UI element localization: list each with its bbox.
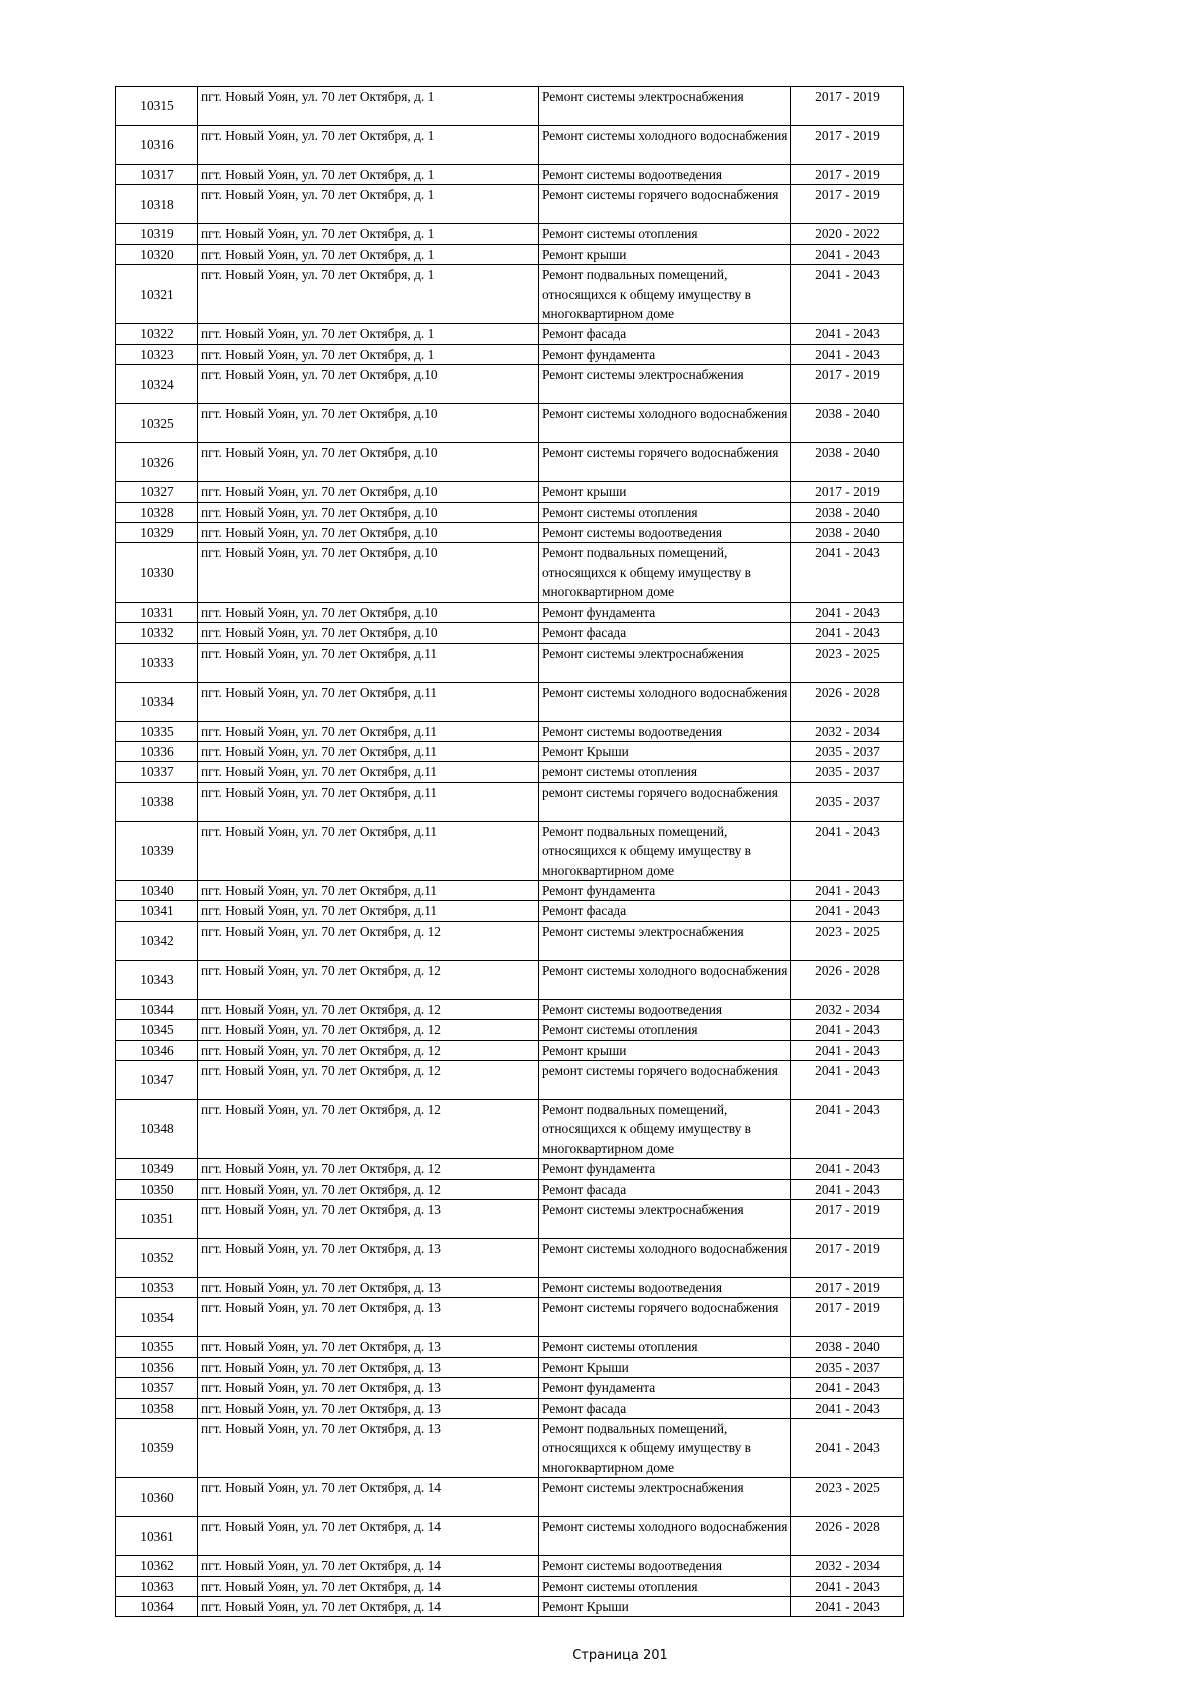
row-number: 10349 [116, 1159, 198, 1179]
row-address: пгт. Новый Уоян, ул. 70 лет Октября, д. 13 [198, 1200, 539, 1239]
row-period: 2041 - 2043 [791, 324, 904, 344]
table-row [116, 244, 904, 264]
row-period: 2041 - 2043 [791, 1040, 904, 1060]
row-period: 2041 - 2043 [791, 880, 904, 900]
row-period: 2038 - 2040 [791, 502, 904, 522]
row-work-type: Ремонт системы электроснабжения [539, 87, 791, 126]
row-address: пгт. Новый Уоян, ул. 70 лет Октября, д. 13 [198, 1278, 539, 1298]
row-period: 2032 - 2034 [791, 1556, 904, 1576]
row-address: пгт. Новый Уоян, ул. 70 лет Октября, д. 1 [198, 185, 539, 224]
table-row [116, 880, 904, 900]
row-address: пгт. Новый Уоян, ул. 70 лет Октября, д.10 [198, 602, 539, 622]
row-address: пгт. Новый Уоян, ул. 70 лет Октября, д. 13 [198, 1337, 539, 1357]
row-address: пгт. Новый Уоян, ул. 70 лет Октября, д.10 [198, 543, 539, 602]
row-address: пгт. Новый Уоян, ул. 70 лет Октября, д. 14 [198, 1597, 539, 1617]
row-address: пгт. Новый Уоян, ул. 70 лет Октября, д.10 [198, 482, 539, 502]
row-address: пгт. Новый Уоян, ул. 70 лет Октября, д. 1 [198, 165, 539, 185]
row-address: пгт. Новый Уоян, ул. 70 лет Октября, д. 14 [198, 1556, 539, 1576]
row-address: пгт. Новый Уоян, ул. 70 лет Октября, д.11 [198, 762, 539, 782]
row-number: 10351 [116, 1200, 198, 1239]
row-work-type: Ремонт системы отопления [539, 1576, 791, 1596]
row-number: 10332 [116, 623, 198, 643]
row-work-type: Ремонт системы водоотведения [539, 1556, 791, 1576]
row-address: пгт. Новый Уоян, ул. 70 лет Октября, д.11 [198, 643, 539, 682]
row-address: пгт. Новый Уоян, ул. 70 лет Октября, д.11 [198, 821, 539, 880]
row-work-type: Ремонт системы водоотведения [539, 1278, 791, 1298]
row-number: 10322 [116, 324, 198, 344]
repair-schedule-table [115, 86, 904, 1617]
row-period: 2038 - 2040 [791, 523, 904, 543]
row-period: 2038 - 2040 [791, 1337, 904, 1357]
row-number: 10316 [116, 126, 198, 165]
row-number: 10326 [116, 443, 198, 482]
row-work-type: Ремонт подвальных помещений, относящихся к общему имуществу в многоквартирном доме [539, 821, 791, 880]
row-number: 10329 [116, 523, 198, 543]
row-work-type: Ремонт подвальных помещений, относящихся к общему имуществу в многоквартирном доме [539, 1419, 791, 1478]
table-row [116, 443, 904, 482]
row-number: 10345 [116, 1020, 198, 1040]
row-address: пгт. Новый Уоян, ул. 70 лет Октября, д. 1 [198, 244, 539, 264]
table-row [116, 623, 904, 643]
row-work-type: ремонт системы отопления [539, 762, 791, 782]
row-work-type: Ремонт системы электроснабжения [539, 365, 791, 404]
table-row [116, 1597, 904, 1617]
row-period: 2023 - 2025 [791, 921, 904, 960]
row-number: 10343 [116, 960, 198, 999]
table-row [116, 1576, 904, 1596]
row-address: пгт. Новый Уоян, ул. 70 лет Октября, д. 12 [198, 1040, 539, 1060]
row-work-type: Ремонт системы горячего водоснабжения [539, 185, 791, 224]
row-number: 10359 [116, 1419, 198, 1478]
page-footer: Страница 201 [572, 1648, 668, 1663]
row-address: пгт. Новый Уоян, ул. 70 лет Октября, д.10 [198, 623, 539, 643]
row-number: 10338 [116, 782, 198, 821]
row-number: 10362 [116, 1556, 198, 1576]
row-work-type: Ремонт фасада [539, 1179, 791, 1199]
row-address: пгт. Новый Уоян, ул. 70 лет Октября, д.11 [198, 741, 539, 761]
row-address: пгт. Новый Уоян, ул. 70 лет Октября, д.11 [198, 880, 539, 900]
row-number: 10363 [116, 1576, 198, 1596]
row-period: 2041 - 2043 [791, 265, 904, 324]
row-number: 10336 [116, 741, 198, 761]
row-period: 2038 - 2040 [791, 404, 904, 443]
table-row [116, 482, 904, 502]
row-address: пгт. Новый Уоян, ул. 70 лет Октября, д.10 [198, 523, 539, 543]
row-number: 10357 [116, 1378, 198, 1398]
table-row [116, 1200, 904, 1239]
row-work-type: Ремонт системы горячего водоснабжения [539, 1298, 791, 1337]
row-period: 2041 - 2043 [791, 1576, 904, 1596]
table-row [116, 821, 904, 880]
row-address: пгт. Новый Уоян, ул. 70 лет Октября, д.10 [198, 443, 539, 482]
row-period: 2041 - 2043 [791, 1419, 904, 1478]
row-number: 10330 [116, 543, 198, 602]
row-work-type: Ремонт крыши [539, 1040, 791, 1060]
row-period: 2041 - 2043 [791, 1099, 904, 1158]
table-body [116, 87, 904, 1617]
row-work-type: Ремонт системы электроснабжения [539, 643, 791, 682]
row-period: 2035 - 2037 [791, 782, 904, 821]
row-address: пгт. Новый Уоян, ул. 70 лет Октября, д. 12 [198, 1159, 539, 1179]
row-period: 2041 - 2043 [791, 1597, 904, 1617]
table-row [116, 1239, 904, 1278]
row-work-type: Ремонт системы холодного водоснабжения [539, 404, 791, 443]
row-work-type: Ремонт системы водоотведения [539, 165, 791, 185]
row-number: 10327 [116, 482, 198, 502]
row-work-type: Ремонт системы отопления [539, 1020, 791, 1040]
table-row [116, 523, 904, 543]
table-row [116, 1060, 904, 1099]
row-address: пгт. Новый Уоян, ул. 70 лет Октября, д. 12 [198, 999, 539, 1019]
row-number: 10315 [116, 87, 198, 126]
row-work-type: Ремонт фундамента [539, 880, 791, 900]
row-period: 2017 - 2019 [791, 165, 904, 185]
table-row [116, 502, 904, 522]
row-work-type: Ремонт Крыши [539, 741, 791, 761]
row-work-type: Ремонт системы водоотведения [539, 999, 791, 1019]
row-number: 10320 [116, 244, 198, 264]
row-period: 2041 - 2043 [791, 1159, 904, 1179]
row-address: пгт. Новый Уоян, ул. 70 лет Октября, д. 1 [198, 324, 539, 344]
row-address: пгт. Новый Уоян, ул. 70 лет Октября, д. 12 [198, 1060, 539, 1099]
row-address: пгт. Новый Уоян, ул. 70 лет Октября, д. 1 [198, 344, 539, 364]
table-row [116, 682, 904, 721]
row-work-type: Ремонт Крыши [539, 1357, 791, 1377]
row-period: 2035 - 2037 [791, 741, 904, 761]
table-row [116, 782, 904, 821]
row-period: 2023 - 2025 [791, 643, 904, 682]
row-number: 10346 [116, 1040, 198, 1060]
row-work-type: Ремонт фундамента [539, 1159, 791, 1179]
row-address: пгт. Новый Уоян, ул. 70 лет Октября, д.10 [198, 404, 539, 443]
row-address: пгт. Новый Уоян, ул. 70 лет Октября, д. 12 [198, 921, 539, 960]
table-row [116, 721, 904, 741]
row-number: 10328 [116, 502, 198, 522]
row-period: 2038 - 2040 [791, 443, 904, 482]
table-row [116, 1278, 904, 1298]
table-row [116, 960, 904, 999]
row-period: 2026 - 2028 [791, 682, 904, 721]
row-period: 2020 - 2022 [791, 224, 904, 244]
row-work-type: Ремонт системы электроснабжения [539, 1478, 791, 1517]
row-work-type: Ремонт системы отопления [539, 1337, 791, 1357]
row-number: 10348 [116, 1099, 198, 1158]
row-work-type: Ремонт системы холодного водоснабжения [539, 960, 791, 999]
row-work-type: Ремонт фасада [539, 901, 791, 921]
row-period: 2017 - 2019 [791, 1239, 904, 1278]
row-number: 10344 [116, 999, 198, 1019]
row-number: 10341 [116, 901, 198, 921]
row-address: пгт. Новый Уоян, ул. 70 лет Октября, д.11 [198, 721, 539, 741]
row-number: 10342 [116, 921, 198, 960]
row-work-type: Ремонт фасада [539, 623, 791, 643]
row-work-type: Ремонт системы отопления [539, 224, 791, 244]
row-work-type: Ремонт системы электроснабжения [539, 1200, 791, 1239]
row-number: 10350 [116, 1179, 198, 1199]
table-row [116, 1298, 904, 1337]
row-period: 2035 - 2037 [791, 1357, 904, 1377]
row-address: пгт. Новый Уоян, ул. 70 лет Октября, д. 13 [198, 1378, 539, 1398]
table-row [116, 543, 904, 602]
row-address: пгт. Новый Уоян, ул. 70 лет Октября, д. 14 [198, 1517, 539, 1556]
row-period: 2041 - 2043 [791, 602, 904, 622]
table-row [116, 901, 904, 921]
row-number: 10337 [116, 762, 198, 782]
row-number: 10334 [116, 682, 198, 721]
row-number: 10340 [116, 880, 198, 900]
row-number: 10361 [116, 1517, 198, 1556]
row-period: 2035 - 2037 [791, 762, 904, 782]
row-work-type: Ремонт системы водоотведения [539, 523, 791, 543]
row-period: 2017 - 2019 [791, 365, 904, 404]
row-number: 10318 [116, 185, 198, 224]
row-number: 10356 [116, 1357, 198, 1377]
row-work-type: Ремонт подвальных помещений, относящихся к общему имуществу в многоквартирном доме [539, 543, 791, 602]
row-address: пгт. Новый Уоян, ул. 70 лет Октября, д. 13 [198, 1398, 539, 1418]
row-period: 2017 - 2019 [791, 1278, 904, 1298]
row-number: 10364 [116, 1597, 198, 1617]
table-row [116, 741, 904, 761]
row-work-type: Ремонт фасада [539, 1398, 791, 1418]
row-work-type: ремонт системы горячего водоснабжения [539, 1060, 791, 1099]
row-number: 10358 [116, 1398, 198, 1418]
row-period: 2041 - 2043 [791, 623, 904, 643]
row-period: 2017 - 2019 [791, 482, 904, 502]
table-row [116, 1398, 904, 1418]
row-work-type: Ремонт системы электроснабжения [539, 921, 791, 960]
table-row [116, 921, 904, 960]
table-row [116, 1159, 904, 1179]
table-row [116, 1478, 904, 1517]
row-period: 2041 - 2043 [791, 1060, 904, 1099]
row-number: 10319 [116, 224, 198, 244]
row-number: 10324 [116, 365, 198, 404]
row-period: 2041 - 2043 [791, 901, 904, 921]
row-period: 2023 - 2025 [791, 1478, 904, 1517]
table-row [116, 1419, 904, 1478]
row-number: 10353 [116, 1278, 198, 1298]
row-period: 2041 - 2043 [791, 244, 904, 264]
row-period: 2041 - 2043 [791, 1179, 904, 1199]
table-row [116, 1179, 904, 1199]
row-work-type: Ремонт системы водоотведения [539, 721, 791, 741]
row-work-type: Ремонт подвальных помещений, относящихся к общему имуществу в многоквартирном доме [539, 1099, 791, 1158]
row-address: пгт. Новый Уоян, ул. 70 лет Октября, д.10 [198, 365, 539, 404]
row-period: 2041 - 2043 [791, 1398, 904, 1418]
row-work-type: Ремонт системы отопления [539, 502, 791, 522]
row-period: 2041 - 2043 [791, 344, 904, 364]
row-work-type: Ремонт Крыши [539, 1597, 791, 1617]
row-number: 10317 [116, 165, 198, 185]
row-address: пгт. Новый Уоян, ул. 70 лет Октября, д. 13 [198, 1357, 539, 1377]
row-address: пгт. Новый Уоян, ул. 70 лет Октября, д. 13 [198, 1419, 539, 1478]
row-address: пгт. Новый Уоян, ул. 70 лет Октября, д. 14 [198, 1478, 539, 1517]
row-address: пгт. Новый Уоян, ул. 70 лет Октября, д. 13 [198, 1239, 539, 1278]
row-work-type: Ремонт фасада [539, 324, 791, 344]
row-address: пгт. Новый Уоян, ул. 70 лет Октября, д. 14 [198, 1576, 539, 1596]
row-period: 2017 - 2019 [791, 185, 904, 224]
row-address: пгт. Новый Уоян, ул. 70 лет Октября, д. 12 [198, 960, 539, 999]
table-row [116, 265, 904, 324]
table-row [116, 1517, 904, 1556]
row-address: пгт. Новый Уоян, ул. 70 лет Октября, д. 1 [198, 87, 539, 126]
table-row [116, 1099, 904, 1158]
table-row [116, 602, 904, 622]
row-work-type: Ремонт системы холодного водоснабжения [539, 1239, 791, 1278]
row-period: 2017 - 2019 [791, 87, 904, 126]
table-row [116, 165, 904, 185]
row-period: 2017 - 2019 [791, 126, 904, 165]
row-address: пгт. Новый Уоян, ул. 70 лет Октября, д. 12 [198, 1099, 539, 1158]
row-number: 10360 [116, 1478, 198, 1517]
row-work-type: Ремонт системы холодного водоснабжения [539, 126, 791, 165]
row-work-type: Ремонт фундамента [539, 1378, 791, 1398]
row-number: 10333 [116, 643, 198, 682]
row-period: 2041 - 2043 [791, 821, 904, 880]
row-address: пгт. Новый Уоян, ул. 70 лет Октября, д. 1 [198, 224, 539, 244]
table-row [116, 1020, 904, 1040]
row-work-type: Ремонт подвальных помещений, относящихся к общему имуществу в многоквартирном доме [539, 265, 791, 324]
row-work-type: Ремонт крыши [539, 244, 791, 264]
row-work-type: Ремонт системы холодного водоснабжения [539, 682, 791, 721]
table-row [116, 999, 904, 1019]
table-row [116, 126, 904, 165]
row-work-type: Ремонт системы горячего водоснабжения [539, 443, 791, 482]
row-period: 2017 - 2019 [791, 1298, 904, 1337]
row-number: 10321 [116, 265, 198, 324]
row-number: 10325 [116, 404, 198, 443]
row-period: 2026 - 2028 [791, 1517, 904, 1556]
row-work-type: Ремонт фундамента [539, 344, 791, 364]
row-address: пгт. Новый Уоян, ул. 70 лет Октября, д. 12 [198, 1179, 539, 1199]
table-row [116, 344, 904, 364]
row-work-type: Ремонт крыши [539, 482, 791, 502]
row-address: пгт. Новый Уоян, ул. 70 лет Октября, д.11 [198, 682, 539, 721]
row-address: пгт. Новый Уоян, ул. 70 лет Октября, д. 1 [198, 265, 539, 324]
row-number: 10354 [116, 1298, 198, 1337]
row-address: пгт. Новый Уоян, ул. 70 лет Октября, д.11 [198, 782, 539, 821]
row-work-type: Ремонт фундамента [539, 602, 791, 622]
row-address: пгт. Новый Уоян, ул. 70 лет Октября, д. 13 [198, 1298, 539, 1337]
table-row [116, 762, 904, 782]
row-period: 2041 - 2043 [791, 1378, 904, 1398]
row-period: 2032 - 2034 [791, 999, 904, 1019]
row-address: пгт. Новый Уоян, ул. 70 лет Октября, д. 1 [198, 126, 539, 165]
table-row [116, 1040, 904, 1060]
table-row [116, 1556, 904, 1576]
table-row [116, 365, 904, 404]
table-row [116, 87, 904, 126]
row-number: 10335 [116, 721, 198, 741]
row-number: 10352 [116, 1239, 198, 1278]
row-number: 10347 [116, 1060, 198, 1099]
row-number: 10355 [116, 1337, 198, 1357]
table-row [116, 1357, 904, 1377]
row-period: 2032 - 2034 [791, 721, 904, 741]
row-number: 10331 [116, 602, 198, 622]
table-row [116, 324, 904, 344]
row-period: 2041 - 2043 [791, 1020, 904, 1040]
table-row [116, 1378, 904, 1398]
table-row [116, 643, 904, 682]
row-address: пгт. Новый Уоян, ул. 70 лет Октября, д.11 [198, 901, 539, 921]
row-period: 2026 - 2028 [791, 960, 904, 999]
table-row [116, 185, 904, 224]
row-address: пгт. Новый Уоян, ул. 70 лет Октября, д. 12 [198, 1020, 539, 1040]
table-row [116, 224, 904, 244]
row-period: 2041 - 2043 [791, 543, 904, 602]
row-number: 10323 [116, 344, 198, 364]
row-work-type: ремонт системы горячего водоснабжения [539, 782, 791, 821]
row-period: 2017 - 2019 [791, 1200, 904, 1239]
row-work-type: Ремонт системы холодного водоснабжения [539, 1517, 791, 1556]
table-row [116, 404, 904, 443]
table-row [116, 1337, 904, 1357]
row-address: пгт. Новый Уоян, ул. 70 лет Октября, д.10 [198, 502, 539, 522]
row-number: 10339 [116, 821, 198, 880]
